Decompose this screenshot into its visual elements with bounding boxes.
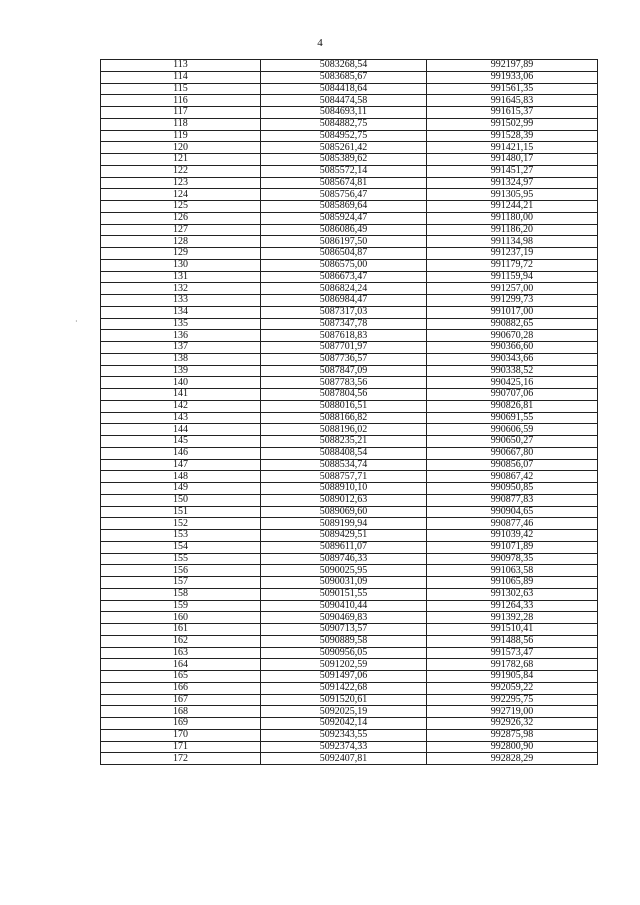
x-coordinate-cell: 5090469,83 — [261, 612, 427, 624]
y-coordinate-cell: 990425,16 — [427, 377, 598, 389]
point-number-cell: 153 — [101, 530, 261, 542]
point-number-cell: 136 — [101, 330, 261, 342]
x-coordinate-cell: 5087317,03 — [261, 306, 427, 318]
y-coordinate-cell: 991134,98 — [427, 236, 598, 248]
y-coordinate-cell: 991510,41 — [427, 624, 598, 636]
x-coordinate-cell: 5084952,75 — [261, 130, 427, 142]
table-row — [101, 342, 598, 354]
y-coordinate-cell: 990343,66 — [427, 353, 598, 365]
x-coordinate-cell: 5088016,51 — [261, 400, 427, 412]
x-coordinate-cell: 5088757,71 — [261, 471, 427, 483]
y-coordinate-cell: 991480,17 — [427, 154, 598, 166]
table-row — [101, 248, 598, 260]
x-coordinate-cell: 5091422,68 — [261, 682, 427, 694]
x-coordinate-cell: 5088408,54 — [261, 447, 427, 459]
y-coordinate-cell: 991488,56 — [427, 635, 598, 647]
point-number-cell: 140 — [101, 377, 261, 389]
point-number-cell: 156 — [101, 565, 261, 577]
point-number-cell: 172 — [101, 753, 261, 765]
table-row — [101, 635, 598, 647]
x-coordinate-cell: 5086575,00 — [261, 259, 427, 271]
y-coordinate-cell: 992059,22 — [427, 682, 598, 694]
x-coordinate-cell: 5086086,49 — [261, 224, 427, 236]
x-coordinate-cell: 5086984,47 — [261, 295, 427, 307]
table-row — [101, 389, 598, 401]
point-number-cell: 161 — [101, 624, 261, 636]
point-number-cell: 120 — [101, 142, 261, 154]
table-row — [101, 553, 598, 565]
margin-mark: · — [75, 317, 78, 326]
y-coordinate-cell: 990650,27 — [427, 436, 598, 448]
x-coordinate-cell: 5088235,21 — [261, 436, 427, 448]
point-number-cell: 116 — [101, 95, 261, 107]
table-row — [101, 60, 598, 72]
y-coordinate-cell: 991645,83 — [427, 95, 598, 107]
y-coordinate-cell: 991159,94 — [427, 271, 598, 283]
x-coordinate-cell: 5090025,95 — [261, 565, 427, 577]
point-number-cell: 170 — [101, 729, 261, 741]
y-coordinate-cell: 990667,80 — [427, 447, 598, 459]
y-coordinate-cell: 991528,39 — [427, 130, 598, 142]
table-row — [101, 506, 598, 518]
point-number-cell: 169 — [101, 718, 261, 730]
x-coordinate-cell: 5092025,19 — [261, 706, 427, 718]
y-coordinate-cell: 991244,21 — [427, 201, 598, 213]
point-number-cell: 133 — [101, 295, 261, 307]
table-row — [101, 318, 598, 330]
point-number-cell: 135 — [101, 318, 261, 330]
y-coordinate-cell: 990877,46 — [427, 518, 598, 530]
x-coordinate-cell: 5087701,97 — [261, 342, 427, 354]
x-coordinate-cell: 5090031,09 — [261, 577, 427, 589]
y-coordinate-cell: 992295,75 — [427, 694, 598, 706]
y-coordinate-cell: 990867,42 — [427, 471, 598, 483]
point-number-cell: 132 — [101, 283, 261, 295]
y-coordinate-cell: 992875,98 — [427, 729, 598, 741]
table-row — [101, 107, 598, 119]
table-row — [101, 682, 598, 694]
x-coordinate-cell: 5084882,75 — [261, 118, 427, 130]
table-row — [101, 271, 598, 283]
y-coordinate-cell: 991502,99 — [427, 118, 598, 130]
table-row — [101, 459, 598, 471]
point-number-cell: 164 — [101, 659, 261, 671]
table-row — [101, 577, 598, 589]
y-coordinate-cell: 991179,72 — [427, 259, 598, 271]
x-coordinate-cell: 5089012,63 — [261, 494, 427, 506]
point-number-cell: 158 — [101, 588, 261, 600]
point-number-cell: 145 — [101, 436, 261, 448]
table-row — [101, 365, 598, 377]
point-number-cell: 127 — [101, 224, 261, 236]
y-coordinate-cell: 990670,28 — [427, 330, 598, 342]
point-number-cell: 168 — [101, 706, 261, 718]
x-coordinate-cell: 5087618,83 — [261, 330, 427, 342]
x-coordinate-cell: 5092343,55 — [261, 729, 427, 741]
table-row — [101, 671, 598, 683]
table-row — [101, 154, 598, 166]
y-coordinate-cell: 991063,58 — [427, 565, 598, 577]
point-number-cell: 167 — [101, 694, 261, 706]
x-coordinate-cell: 5090410,44 — [261, 600, 427, 612]
y-coordinate-cell: 990877,83 — [427, 494, 598, 506]
point-number-cell: 165 — [101, 671, 261, 683]
point-number-cell: 148 — [101, 471, 261, 483]
point-number-cell: 157 — [101, 577, 261, 589]
table-row — [101, 447, 598, 459]
point-number-cell: 151 — [101, 506, 261, 518]
x-coordinate-cell: 5092374,33 — [261, 741, 427, 753]
point-number-cell: 162 — [101, 635, 261, 647]
table-row — [101, 706, 598, 718]
coordinates-table-body — [101, 60, 598, 765]
x-coordinate-cell: 5083685,67 — [261, 71, 427, 83]
x-coordinate-cell: 5092042,14 — [261, 718, 427, 730]
y-coordinate-cell: 991782,68 — [427, 659, 598, 671]
page-number: 4 — [317, 37, 323, 49]
point-number-cell: 149 — [101, 483, 261, 495]
table-row — [101, 95, 598, 107]
x-coordinate-cell: 5087783,56 — [261, 377, 427, 389]
table-row — [101, 330, 598, 342]
x-coordinate-cell: 5089429,51 — [261, 530, 427, 542]
table-row — [101, 295, 598, 307]
x-coordinate-cell: 5084693,11 — [261, 107, 427, 119]
x-coordinate-cell: 5088166,82 — [261, 412, 427, 424]
point-number-cell: 171 — [101, 741, 261, 753]
y-coordinate-cell: 992926,32 — [427, 718, 598, 730]
point-number-cell: 131 — [101, 271, 261, 283]
point-number-cell: 114 — [101, 71, 261, 83]
x-coordinate-cell: 5087347,78 — [261, 318, 427, 330]
table-row — [101, 588, 598, 600]
point-number-cell: 160 — [101, 612, 261, 624]
table-row — [101, 647, 598, 659]
y-coordinate-cell: 992197,89 — [427, 60, 598, 72]
table-row — [101, 718, 598, 730]
point-number-cell: 126 — [101, 212, 261, 224]
point-number-cell: 115 — [101, 83, 261, 95]
point-number-cell: 119 — [101, 130, 261, 142]
y-coordinate-cell: 990904,65 — [427, 506, 598, 518]
table-row — [101, 659, 598, 671]
table-row — [101, 729, 598, 741]
table-row — [101, 212, 598, 224]
x-coordinate-cell: 5085389,62 — [261, 154, 427, 166]
point-number-cell: 123 — [101, 177, 261, 189]
point-number-cell: 113 — [101, 60, 261, 72]
x-coordinate-cell: 5090889,58 — [261, 635, 427, 647]
y-coordinate-cell: 991237,19 — [427, 248, 598, 260]
point-number-cell: 125 — [101, 201, 261, 213]
x-coordinate-cell: 5090713,57 — [261, 624, 427, 636]
y-coordinate-cell: 992800,90 — [427, 741, 598, 753]
x-coordinate-cell: 5087847,09 — [261, 365, 427, 377]
point-number-cell: 152 — [101, 518, 261, 530]
y-coordinate-cell: 991302,63 — [427, 588, 598, 600]
x-coordinate-cell: 5086673,47 — [261, 271, 427, 283]
point-number-cell: 121 — [101, 154, 261, 166]
x-coordinate-cell: 5089746,33 — [261, 553, 427, 565]
point-number-cell: 118 — [101, 118, 261, 130]
point-number-cell: 128 — [101, 236, 261, 248]
table-row — [101, 236, 598, 248]
x-coordinate-cell: 5083268,54 — [261, 60, 427, 72]
point-number-cell: 134 — [101, 306, 261, 318]
table-row — [101, 118, 598, 130]
y-coordinate-cell: 990826,81 — [427, 400, 598, 412]
table-row — [101, 189, 598, 201]
table-row — [101, 483, 598, 495]
y-coordinate-cell: 991039,42 — [427, 530, 598, 542]
x-coordinate-cell: 5091497,06 — [261, 671, 427, 683]
y-coordinate-cell: 992719,00 — [427, 706, 598, 718]
x-coordinate-cell: 5090956,05 — [261, 647, 427, 659]
table-row — [101, 600, 598, 612]
table-row — [101, 624, 598, 636]
point-number-cell: 150 — [101, 494, 261, 506]
y-coordinate-cell: 990338,52 — [427, 365, 598, 377]
x-coordinate-cell: 5089611,07 — [261, 541, 427, 553]
y-coordinate-cell: 992828,29 — [427, 753, 598, 765]
table-row — [101, 530, 598, 542]
y-coordinate-cell: 990856,07 — [427, 459, 598, 471]
point-number-cell: 122 — [101, 165, 261, 177]
table-row — [101, 612, 598, 624]
table-row — [101, 471, 598, 483]
y-coordinate-cell: 991573,47 — [427, 647, 598, 659]
point-number-cell: 147 — [101, 459, 261, 471]
point-number-cell: 146 — [101, 447, 261, 459]
x-coordinate-cell: 5086197,50 — [261, 236, 427, 248]
y-coordinate-cell: 991264,33 — [427, 600, 598, 612]
table-row — [101, 306, 598, 318]
x-coordinate-cell: 5090151,55 — [261, 588, 427, 600]
x-coordinate-cell: 5088196,02 — [261, 424, 427, 436]
point-number-cell: 124 — [101, 189, 261, 201]
y-coordinate-cell: 990978,35 — [427, 553, 598, 565]
table-row — [101, 400, 598, 412]
y-coordinate-cell: 990606,59 — [427, 424, 598, 436]
x-coordinate-cell: 5084474,58 — [261, 95, 427, 107]
table-row — [101, 283, 598, 295]
x-coordinate-cell: 5091520,61 — [261, 694, 427, 706]
table-row — [101, 165, 598, 177]
table-row — [101, 518, 598, 530]
coordinates-table — [100, 59, 598, 765]
x-coordinate-cell: 5085572,14 — [261, 165, 427, 177]
x-coordinate-cell: 5089199,94 — [261, 518, 427, 530]
y-coordinate-cell: 990366,60 — [427, 342, 598, 354]
point-number-cell: 137 — [101, 342, 261, 354]
table-row — [101, 494, 598, 506]
x-coordinate-cell: 5085869,64 — [261, 201, 427, 213]
y-coordinate-cell: 990882,65 — [427, 318, 598, 330]
y-coordinate-cell: 991065,89 — [427, 577, 598, 589]
x-coordinate-cell: 5086504,87 — [261, 248, 427, 260]
table-row — [101, 142, 598, 154]
y-coordinate-cell: 990691,55 — [427, 412, 598, 424]
y-coordinate-cell: 991451,27 — [427, 165, 598, 177]
point-number-cell: 166 — [101, 682, 261, 694]
point-number-cell: 139 — [101, 365, 261, 377]
table-row — [101, 694, 598, 706]
point-number-cell: 117 — [101, 107, 261, 119]
y-coordinate-cell: 991299,73 — [427, 295, 598, 307]
point-number-cell: 141 — [101, 389, 261, 401]
y-coordinate-cell: 991561,35 — [427, 83, 598, 95]
point-number-cell: 129 — [101, 248, 261, 260]
point-number-cell: 142 — [101, 400, 261, 412]
point-number-cell: 130 — [101, 259, 261, 271]
x-coordinate-cell: 5086824,24 — [261, 283, 427, 295]
table-row — [101, 353, 598, 365]
x-coordinate-cell: 5085924,47 — [261, 212, 427, 224]
x-coordinate-cell: 5088534,74 — [261, 459, 427, 471]
point-number-cell: 143 — [101, 412, 261, 424]
point-number-cell: 154 — [101, 541, 261, 553]
table-row — [101, 71, 598, 83]
table-row — [101, 259, 598, 271]
x-coordinate-cell: 5084418,64 — [261, 83, 427, 95]
point-number-cell: 138 — [101, 353, 261, 365]
x-coordinate-cell: 5085756,47 — [261, 189, 427, 201]
y-coordinate-cell: 991421,15 — [427, 142, 598, 154]
table-row — [101, 377, 598, 389]
point-number-cell: 155 — [101, 553, 261, 565]
x-coordinate-cell: 5089069,60 — [261, 506, 427, 518]
x-coordinate-cell: 5085674,81 — [261, 177, 427, 189]
table-row — [101, 224, 598, 236]
table-row — [101, 541, 598, 553]
y-coordinate-cell: 991180,00 — [427, 212, 598, 224]
y-coordinate-cell: 990707,06 — [427, 389, 598, 401]
y-coordinate-cell: 991017,00 — [427, 306, 598, 318]
y-coordinate-cell: 991615,37 — [427, 107, 598, 119]
y-coordinate-cell: 990950,85 — [427, 483, 598, 495]
table-row — [101, 753, 598, 765]
y-coordinate-cell: 991305,95 — [427, 189, 598, 201]
y-coordinate-cell: 991324,97 — [427, 177, 598, 189]
x-coordinate-cell: 5087804,56 — [261, 389, 427, 401]
y-coordinate-cell: 991071,89 — [427, 541, 598, 553]
table-row — [101, 424, 598, 436]
table-row — [101, 83, 598, 95]
x-coordinate-cell: 5091202,59 — [261, 659, 427, 671]
table-row — [101, 436, 598, 448]
table-row — [101, 412, 598, 424]
y-coordinate-cell: 991392,28 — [427, 612, 598, 624]
point-number-cell: 144 — [101, 424, 261, 436]
table-row — [101, 741, 598, 753]
x-coordinate-cell: 5092407,81 — [261, 753, 427, 765]
x-coordinate-cell: 5088910,10 — [261, 483, 427, 495]
y-coordinate-cell: 991905,84 — [427, 671, 598, 683]
y-coordinate-cell: 991186,20 — [427, 224, 598, 236]
y-coordinate-cell: 991933,06 — [427, 71, 598, 83]
table-row — [101, 177, 598, 189]
point-number-cell: 163 — [101, 647, 261, 659]
point-number-cell: 159 — [101, 600, 261, 612]
x-coordinate-cell: 5085261,42 — [261, 142, 427, 154]
table-row — [101, 201, 598, 213]
y-coordinate-cell: 991257,00 — [427, 283, 598, 295]
table-row — [101, 130, 598, 142]
x-coordinate-cell: 5087736,57 — [261, 353, 427, 365]
table-row — [101, 565, 598, 577]
